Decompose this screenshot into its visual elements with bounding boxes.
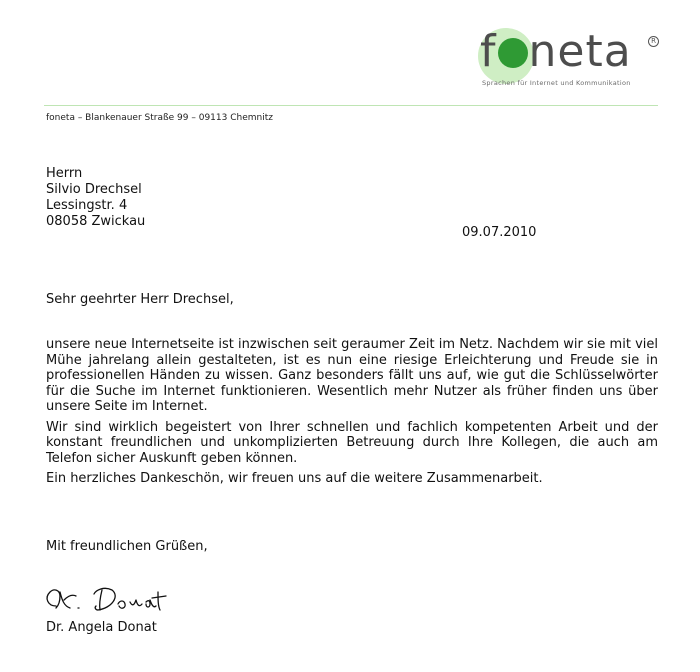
letter-date: 09.07.2010 <box>462 225 537 240</box>
logo-word-end: neta <box>528 26 632 77</box>
recipient-name: Silvio Drechsel <box>46 182 142 197</box>
logo-wordmark <box>480 26 632 77</box>
recipient-address <box>46 166 145 230</box>
recipient-salutation: Herrn <box>46 166 83 181</box>
body-paragraph: Ein herzliches Dankeschön, wir freuen uns auf die weitere Zusammenarbeit. <box>46 471 543 486</box>
logo-word-start: f <box>480 26 497 77</box>
letter-body <box>46 337 658 492</box>
body-paragraph: unsere neue Internetseite ist inzwischen seit geraumer Zeit im Netz. Nachdem wir sie mit viel Mühe jahrelang allein gestalteten, ist es nun eine riesige Erleichterung und Freude sie in professionellen Händen zu wissen. Ganz besonders fällt uns auf, wie gut die Schlüsselwörter für die Suche im Internet funktionieren. Wesentlich mehr Nutzer als früher finden uns über unsere Seite im Internet. <box>46 337 658 414</box>
letter-salutation: Sehr geehrter Herr Drechsel, <box>46 292 234 307</box>
sender-address-line: foneta – Blankenauer Straße 99 – 09113 Chemnitz <box>46 113 273 123</box>
logo-o-icon <box>498 38 528 68</box>
handwritten-signature <box>42 576 172 620</box>
registered-icon: R <box>648 36 659 47</box>
header-divider <box>44 105 658 106</box>
signer-name: Dr. Angela Donat <box>46 620 157 635</box>
body-paragraph: Wir sind wirklich begeistert von Ihrer schnellen und fachlich kompetenten Arbeit und der konstant freundlichen und unkomplizierten Betreuung durch Ihre Kollegen, die auch am Telefon sicher Auskunft geben können. <box>46 419 658 466</box>
recipient-city: 08058 Zwickau <box>46 214 146 229</box>
letter-closing: Mit freundlichen Grüßen, <box>46 539 208 554</box>
recipient-street: Lessingstr. 4 <box>46 198 128 213</box>
logo-tagline: Sprachen für Internet und Kommunikation <box>482 79 631 87</box>
foneta-logo <box>472 24 662 94</box>
